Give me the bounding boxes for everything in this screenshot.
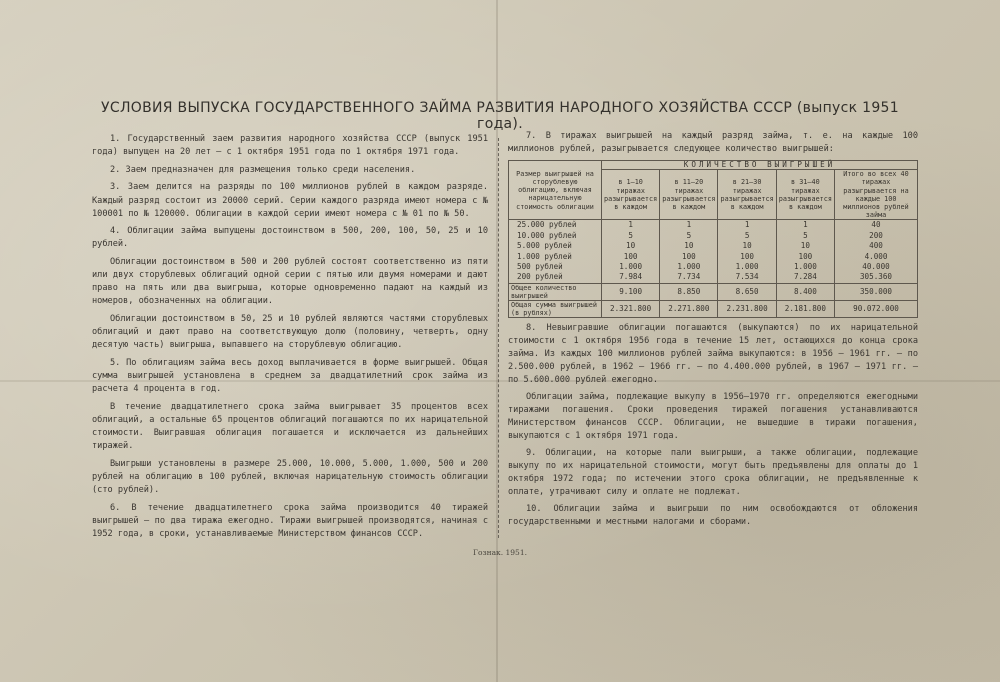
table-cell: 1 xyxy=(602,220,660,231)
table-row xyxy=(509,252,918,262)
table-cell: 1 xyxy=(776,220,834,231)
table-cell: 1 xyxy=(718,220,776,231)
paragraph: Облигации достоинством в 50, 25 и 10 рублей являются частями сторублевых облигаций и дают право на соответствующую долю (половину, четверть, одну десятую часть) выигрыша, выпавшего на сторублевую облигацию. xyxy=(92,314,488,351)
table-cell: 305.360 xyxy=(835,272,918,283)
table-cell: 8.650 xyxy=(718,283,776,300)
table-cell: 100 xyxy=(660,252,718,262)
table-cell: 5 xyxy=(776,231,834,241)
table-cell: 4.000 xyxy=(835,252,918,262)
paragraph: 9. Облигации, на которые пали выигрыши, а также облигации, подлежащие выкупу по их нарицательной стоимости, могут быть предъявлены для оплаты до 1 октября 1972 года; по истечении этого срока облигации, не предъявленные к оплате, утрачивают силу и оплате не подлежат. xyxy=(508,447,918,497)
table-column-header: Итого во всех 40 тиражах разыгрывается на каждые 100 миллионов рублей займа xyxy=(835,170,918,220)
table-cell: 200 xyxy=(835,231,918,241)
column-divider xyxy=(498,138,499,538)
paragraph: 7. В тиражах выигрышей на каждый разряд займа, т. е. на каждые 100 миллионов рублей, разыгрывается следующее количество выигрышей: xyxy=(508,131,918,154)
table-cell: 10 xyxy=(776,241,834,251)
table-cell: 100 xyxy=(718,252,776,262)
table-row xyxy=(509,262,918,272)
table-cell: 9.100 xyxy=(602,283,660,300)
paragraph: 1. Государственный заем развития народного хозяйства СССР (выпуск 1951 года) выпущен на 20 лет — с 1 октября 1951 года по 1 октября 1971 года. xyxy=(92,134,488,158)
table-column-header: в 31—40 тиражах разыгрывается в каждом xyxy=(776,170,834,220)
table-cell: 400 xyxy=(835,241,918,251)
table-cell: 2.181.800 xyxy=(776,300,834,317)
table-cell: 500 рублей xyxy=(509,262,602,272)
table-cell: 5.000 рублей xyxy=(509,241,602,251)
paragraph: 8. Невыигравшие облигации погашаются (выкупаются) по их нарицательной стоимости с 1 октября 1956 года в течение 15 лет, остающихся до конца срока займа. Из каждых 100 миллионов рублей займа выкупаются: в 1956 — 1961 гг. — по 2.500.000 рублей, в 1962 — 1966 гг. — по 4.400.000 рублей, в 1967 — 1971 гг. — по 5.600.000 рублей ежегодно. xyxy=(508,322,918,385)
table-cell: 10.000 рублей xyxy=(509,231,602,241)
table-column-header: в 21—30 тиражах разыгрывается в каждом xyxy=(718,170,776,220)
table-row xyxy=(509,272,918,283)
printer-imprint: Гознак. 1951. xyxy=(473,548,527,557)
table-cell: 350.000 xyxy=(835,283,918,300)
table-cell: 40.000 xyxy=(835,262,918,272)
document-title: УСЛОВИЯ ВЫПУСКА ГОСУДАРСТВЕННОГО ЗАЙМА РАЗВИТИЯ НАРОДНОГО ХОЗЯЙСТВА СССР (выпуск 1951 года). xyxy=(101,100,899,132)
table-cell: 2.271.800 xyxy=(660,300,718,317)
table-cell: 100 xyxy=(602,252,660,262)
paragraph: 5. По облигациям займа весь доход выплачивается в форме выигрышей. Общая сумма выигрышей установлена в среднем за двадцатилетний срок займа из расчета 4 процента в год. xyxy=(92,357,488,395)
table-cell: 90.072.000 xyxy=(835,300,918,317)
paragraph: Выигрыши установлены в размере 25.000, 10.000, 5.000, 1.000, 500 и 200 рублей на облигацию в 100 рублей, включая нарицательную стоимость облигации (сто рублей). xyxy=(92,458,488,495)
table-cell: 8.400 xyxy=(776,283,834,300)
left-column xyxy=(92,133,488,546)
table-cell: 200 рублей xyxy=(509,272,602,283)
paragraph: 2. Заем предназначен для размещения только среди населения. xyxy=(110,164,416,175)
table-cell: 2.231.800 xyxy=(718,300,776,317)
table-cell: 7.984 xyxy=(602,272,660,283)
table-row xyxy=(509,231,918,241)
table-column-header: в 11—20 тиражах разыгрывается в каждом xyxy=(660,170,718,220)
table-cell: 10 xyxy=(660,241,718,251)
table-cell: 10 xyxy=(602,241,660,251)
paragraph: 4. Облигации займа выпущены достоинством в 500, 200, 100, 50, 25 и 10 рублей. xyxy=(92,226,488,250)
paragraph: 3. Заем делится на разряды по 100 миллионов рублей в каждом разряде. Каждый разряд состоит из 20000 серий. Серии каждого разряда имеют номера с № 100001 по № 120000. Облигации в каждой серии имеют номера с № 01 по № 50. xyxy=(92,182,488,219)
paragraph: Облигации займа, подлежащие выкупу в 1956—1970 гг. определяются ежегодными тиражами погашения. Сроки проведения тиражей погашения устанавливаются Министерством финансов СССР. Облигации, не вышедшие в тиражи погашения, выкупаются с 1 октября 1971 года. xyxy=(508,391,918,441)
right-column xyxy=(508,130,918,533)
table-cell: 5 xyxy=(718,231,776,241)
table-cell: 10 xyxy=(718,241,776,251)
table-cell: 1 xyxy=(660,220,718,231)
paragraph: 10. Облигации займа и выигрыши по ним освобождаются от обложения государственными и местными налогами и сборами. xyxy=(508,503,918,527)
paragraph: 6. В течение двадцатилетнего срока займа производится 40 тиражей выигрышей — по два тиража ежегодно. Тиражи выигрышей производятся, начиная с 1952 года, в сроки, устанавливаемые Министерством финансов СССР. xyxy=(92,502,488,539)
table-cell: 40 xyxy=(835,220,918,231)
table-group-header: КОЛИЧЕСТВО ВЫИГРЫШЕЙ xyxy=(602,161,918,170)
table-cell: Общая сумма выигрышей (в рублях) xyxy=(509,300,602,317)
paragraph: В течение двадцатилетнего срока займа выигрывает 35 процентов всех облигаций, а остальные 65 процентов облигаций погашаются по их нарицательной стоимости. Выигравшая облигация погашается и исключается из дальнейших тиражей. xyxy=(92,401,488,452)
table-cell: 1.000 рублей xyxy=(509,252,602,262)
table-cell: 100 xyxy=(776,252,834,262)
table-cell: 1.000 xyxy=(660,262,718,272)
table-row xyxy=(509,241,918,251)
table-row-header: Размер выигрышей на сторублевую облигацию, включая нарицательную стоимость облигации xyxy=(509,161,602,220)
table-column-header: в 1—10 тиражах разыгрывается в каждом xyxy=(602,170,660,220)
table-total-sum-row xyxy=(509,300,918,317)
table-cell: 5 xyxy=(602,231,660,241)
table-total-count-row xyxy=(509,283,918,300)
table-cell: Общее количество выигрышей xyxy=(509,283,602,300)
table-row xyxy=(509,220,918,231)
table-cell: 1.000 xyxy=(718,262,776,272)
table-cell: 7.284 xyxy=(776,272,834,283)
table-cell: 25.000 рублей xyxy=(509,220,602,231)
prize-table xyxy=(508,160,918,318)
table-cell: 5 xyxy=(660,231,718,241)
table-cell: 1.000 xyxy=(602,262,660,272)
table-cell: 8.850 xyxy=(660,283,718,300)
table-cell: 7.534 xyxy=(718,272,776,283)
table-cell: 1.000 xyxy=(776,262,834,272)
paragraph: Облигации достоинством в 500 и 200 рублей состоят соответственно из пяти или двух сторублевых облигаций одной серии с пятью или двумя номерами и дают право на пять или два выигрыша, которые одновременно падают на каждый из номеров, обозначенных на облигации. xyxy=(92,257,488,307)
table-cell: 2.321.800 xyxy=(602,300,660,317)
table-cell: 7.734 xyxy=(660,272,718,283)
